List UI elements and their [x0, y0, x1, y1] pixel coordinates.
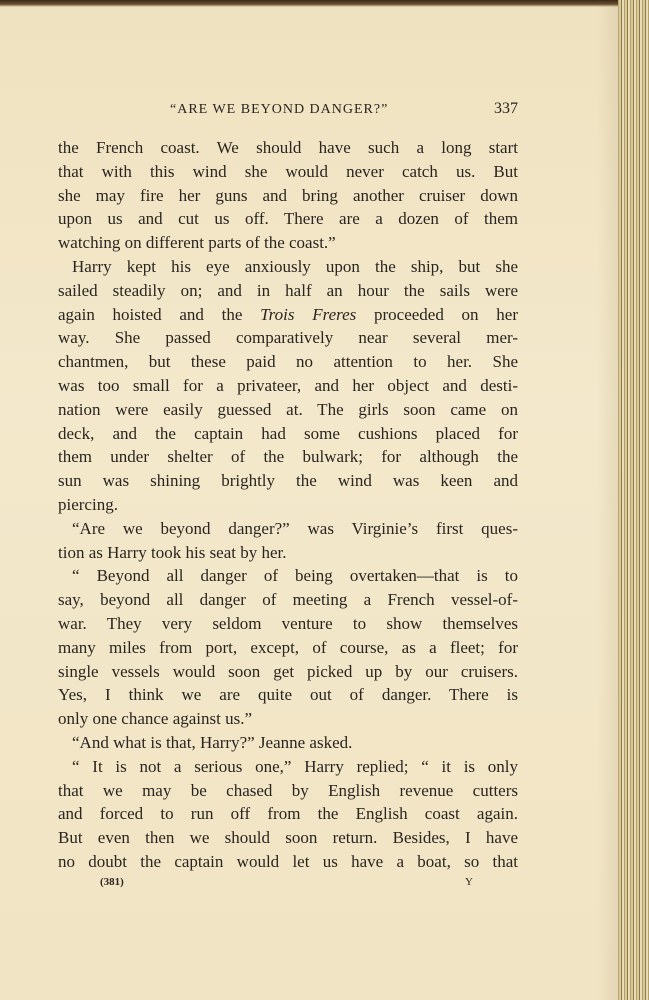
page-number: 337 — [494, 100, 518, 117]
gathering-mark: Y — [465, 876, 473, 888]
text-line: Yes, I think we are quite out of danger. There is — [58, 685, 518, 705]
page-footer — [58, 876, 518, 892]
text-line: “ It is not a serious one,” Harry replied; “ it is only — [72, 756, 518, 776]
text-line: “And what is that, Harry?” Jeanne asked. — [72, 732, 353, 752]
text-line: war. They very seldom venture to show themselves — [58, 613, 518, 633]
text-line: sun was shining brightly the wind was keen and — [58, 471, 518, 491]
text-line: was too small for a privateer, and her object and desti- — [58, 375, 518, 395]
text-line: that we may be chased by English revenue cutters — [58, 780, 518, 800]
text-line: watching on different parts of the coast.” — [58, 233, 336, 253]
text-line: chantmen, but these paid no attention to her. She — [58, 352, 518, 372]
text-line: and forced to run off from the English coast again. — [58, 804, 518, 824]
text-line: say, beyond all danger of meeting a French vessel-of- — [58, 590, 518, 610]
text-line: upon us and cut us off. There are a dozen of them — [58, 209, 518, 229]
signature-mark: (381) — [100, 876, 124, 888]
text-line: that with this wind she would never catch us. But — [58, 161, 518, 181]
text-line: the French coast. We should have such a long start — [58, 138, 518, 157]
text-line: only one chance against us.” — [58, 709, 253, 729]
page-top-shadow — [0, 0, 649, 7]
text-line: Harry kept his eye anxiously upon the ship, but she — [72, 256, 518, 276]
text-line: “ Beyond all danger of being overtaken—that is to — [72, 566, 518, 586]
book-edge-pages — [618, 0, 649, 1000]
text-line: “Are we beyond danger?” was Virginie’s first ques- — [72, 518, 518, 538]
text-line: single vessels would soon get picked up by our cruisers. — [58, 661, 518, 681]
text-line: way. She passed comparatively near several mer- — [58, 328, 518, 348]
text-line: many miles from port, except, of course, as a fleet; for — [58, 637, 518, 657]
running-head: “ARE WE BEYOND DANGER?” — [170, 102, 389, 117]
text-line: sailed steadily on; and in half an hour the sails were — [58, 280, 518, 300]
body-text — [58, 136, 518, 874]
text-line: again hoisted and the Trois Freres proceeded on her — [58, 304, 518, 324]
text-line: piercing. — [58, 494, 118, 514]
text-line: no doubt the captain would let us have a boat, so that — [58, 851, 518, 871]
text-line: she may fire her guns and bring another cruiser down — [58, 185, 518, 205]
text-line: But even then we should soon return. Besides, I have — [58, 828, 518, 848]
text-line: deck, and the captain had some cushions placed for — [58, 423, 518, 443]
ship-name: Trois Freres — [260, 304, 357, 324]
text-line: tion as Harry took his seat by her. — [58, 542, 287, 562]
page-header — [58, 100, 518, 124]
text-line: them under shelter of the bulwark; for although the — [58, 447, 518, 467]
text-line: nation were easily guessed at. The girls soon came on — [58, 399, 518, 419]
